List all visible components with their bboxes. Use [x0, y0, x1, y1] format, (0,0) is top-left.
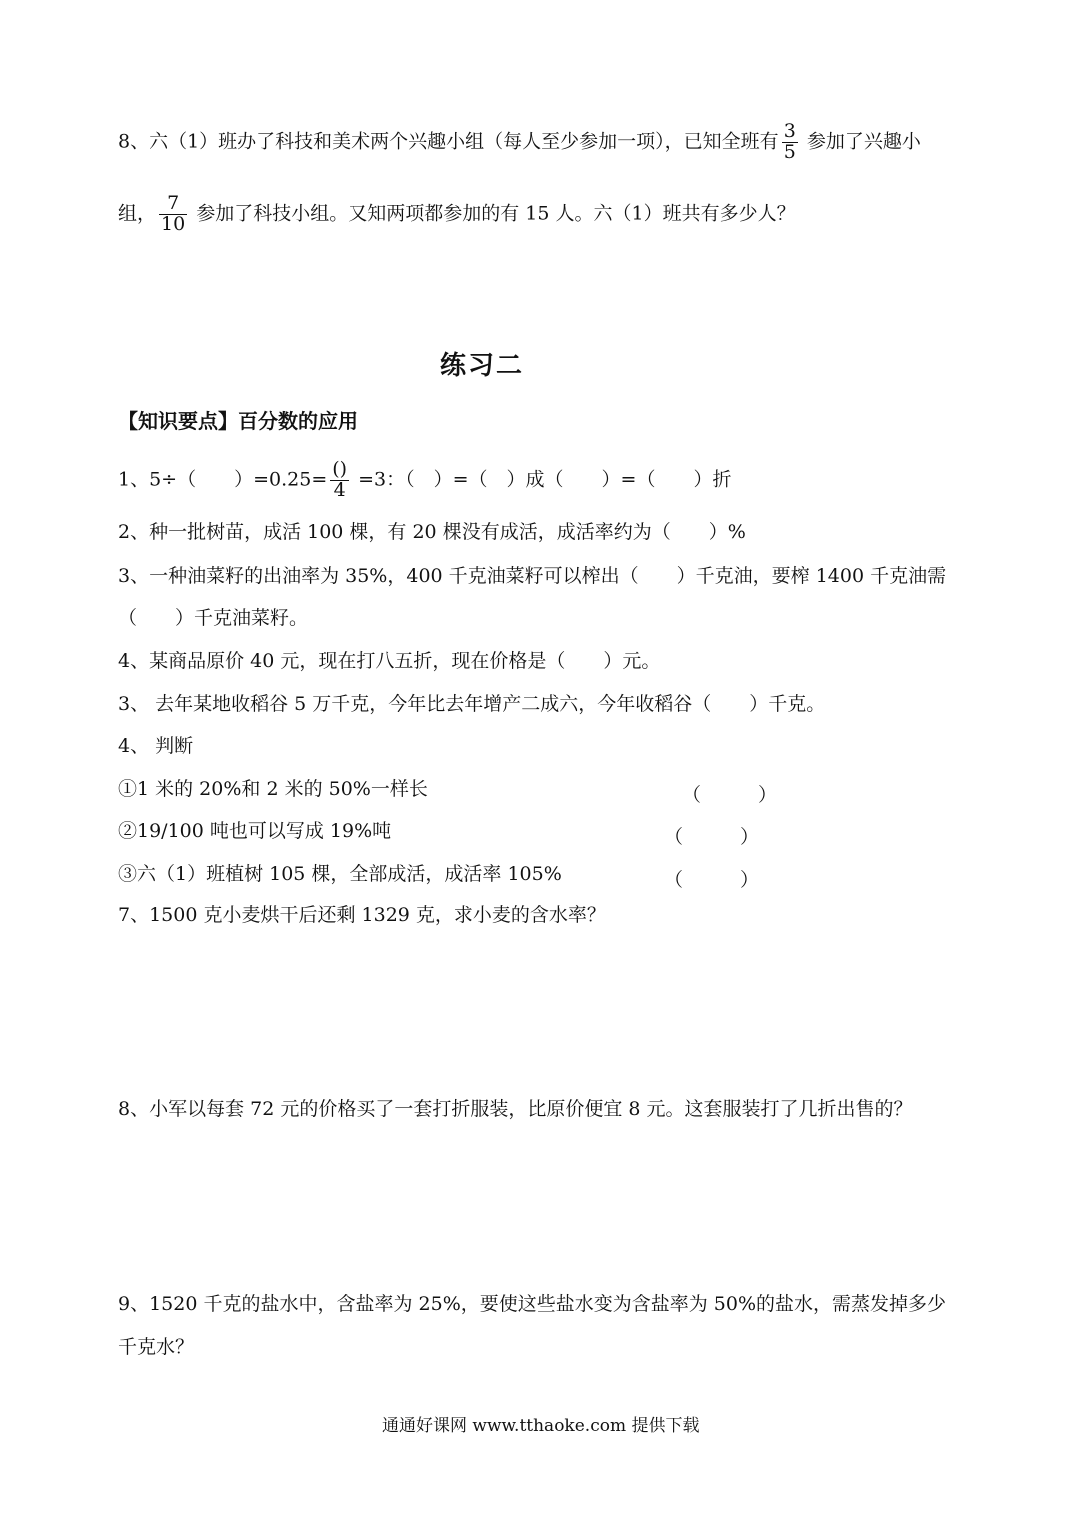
judge-item-1-paren: （ ） [682, 784, 778, 806]
judge-item-3: ③六（1）班植树 105 棵，全部成活，成活率 105% [118, 863, 562, 885]
judge-item-2-paren: （ ） [664, 826, 760, 848]
question-7: 7、1500 克小麦烘干后还剩 1329 克，求小麦的含水率？ [118, 904, 606, 926]
fraction-3-5: $\frac{3}{5}$ [783, 120, 796, 163]
knowledge-heading: 【知识要点】百分数的应用 [118, 409, 358, 433]
question-9-line2: 千克水？ [118, 1336, 195, 1358]
section-title: 练习二 [440, 351, 525, 381]
judge-item-3-paren: （ ） [664, 869, 760, 891]
prev-question-8-line1: 8、六（1）班办了科技和美术两个兴趣小组（每人至少参加一项），已知全班有 $\frac{3}{5}$ 参加了兴趣小 [118, 120, 921, 163]
fraction-blank-4: $\frac{()}{4}$ [332, 458, 348, 501]
question-3-line1: 3、一种油菜籽的出油率为 35%，400 千克油菜籽可以榨出（ ）千克油，要榨 1400 千克油需 [118, 565, 947, 587]
footer: 通通好课网 www.tthaoke.com 提供下载 [382, 1416, 700, 1436]
question-9-line1: 9、1520 千克的盐水中，含盐率为 25%，要使这些盐水变为含盐率为 50%的盐水，需蒸发掉多少 [118, 1293, 947, 1315]
question-4: 4、某商品原价 40 元，现在打八五折，现在价格是（ ）元。 [118, 650, 661, 672]
prev-question-8-line2: 组， $\frac{7}{10}$ 参加了科技小组。又知两项都参加的有 15 人。六（1）班共有多少人？ [118, 192, 796, 235]
question-6-judge: 4、 判断 [118, 735, 194, 757]
question-5: 3、 去年某地收稻谷 5 万千克，今年比去年增产二成六，今年收稻谷（ ）千克。 [118, 693, 826, 715]
judge-item-1: ①1 米的 20%和 2 米的 50%一样长 [118, 778, 428, 800]
question-3-line2: （ ）千克油菜籽。 [118, 607, 309, 629]
judge-item-2: ②19/100 吨也可以写成 19%吨 [118, 820, 392, 842]
question-1: 1、5÷（ ）=0.25= $\frac{()}{4}$ =3：（ ）=（ ）成（ ）=（ ）折 [118, 458, 732, 501]
question-8: 8、小军以每套 72 元的价格买了一套打折服装，比原价便宜 8 元。这套服装打了几折出售的？ [118, 1098, 913, 1120]
question-2: 2、种一批树苗，成活 100 棵，有 20 棵没有成活，成活率约为（ ）% [118, 521, 746, 543]
fraction-7-10: $\frac{7}{10}$ [161, 192, 186, 235]
